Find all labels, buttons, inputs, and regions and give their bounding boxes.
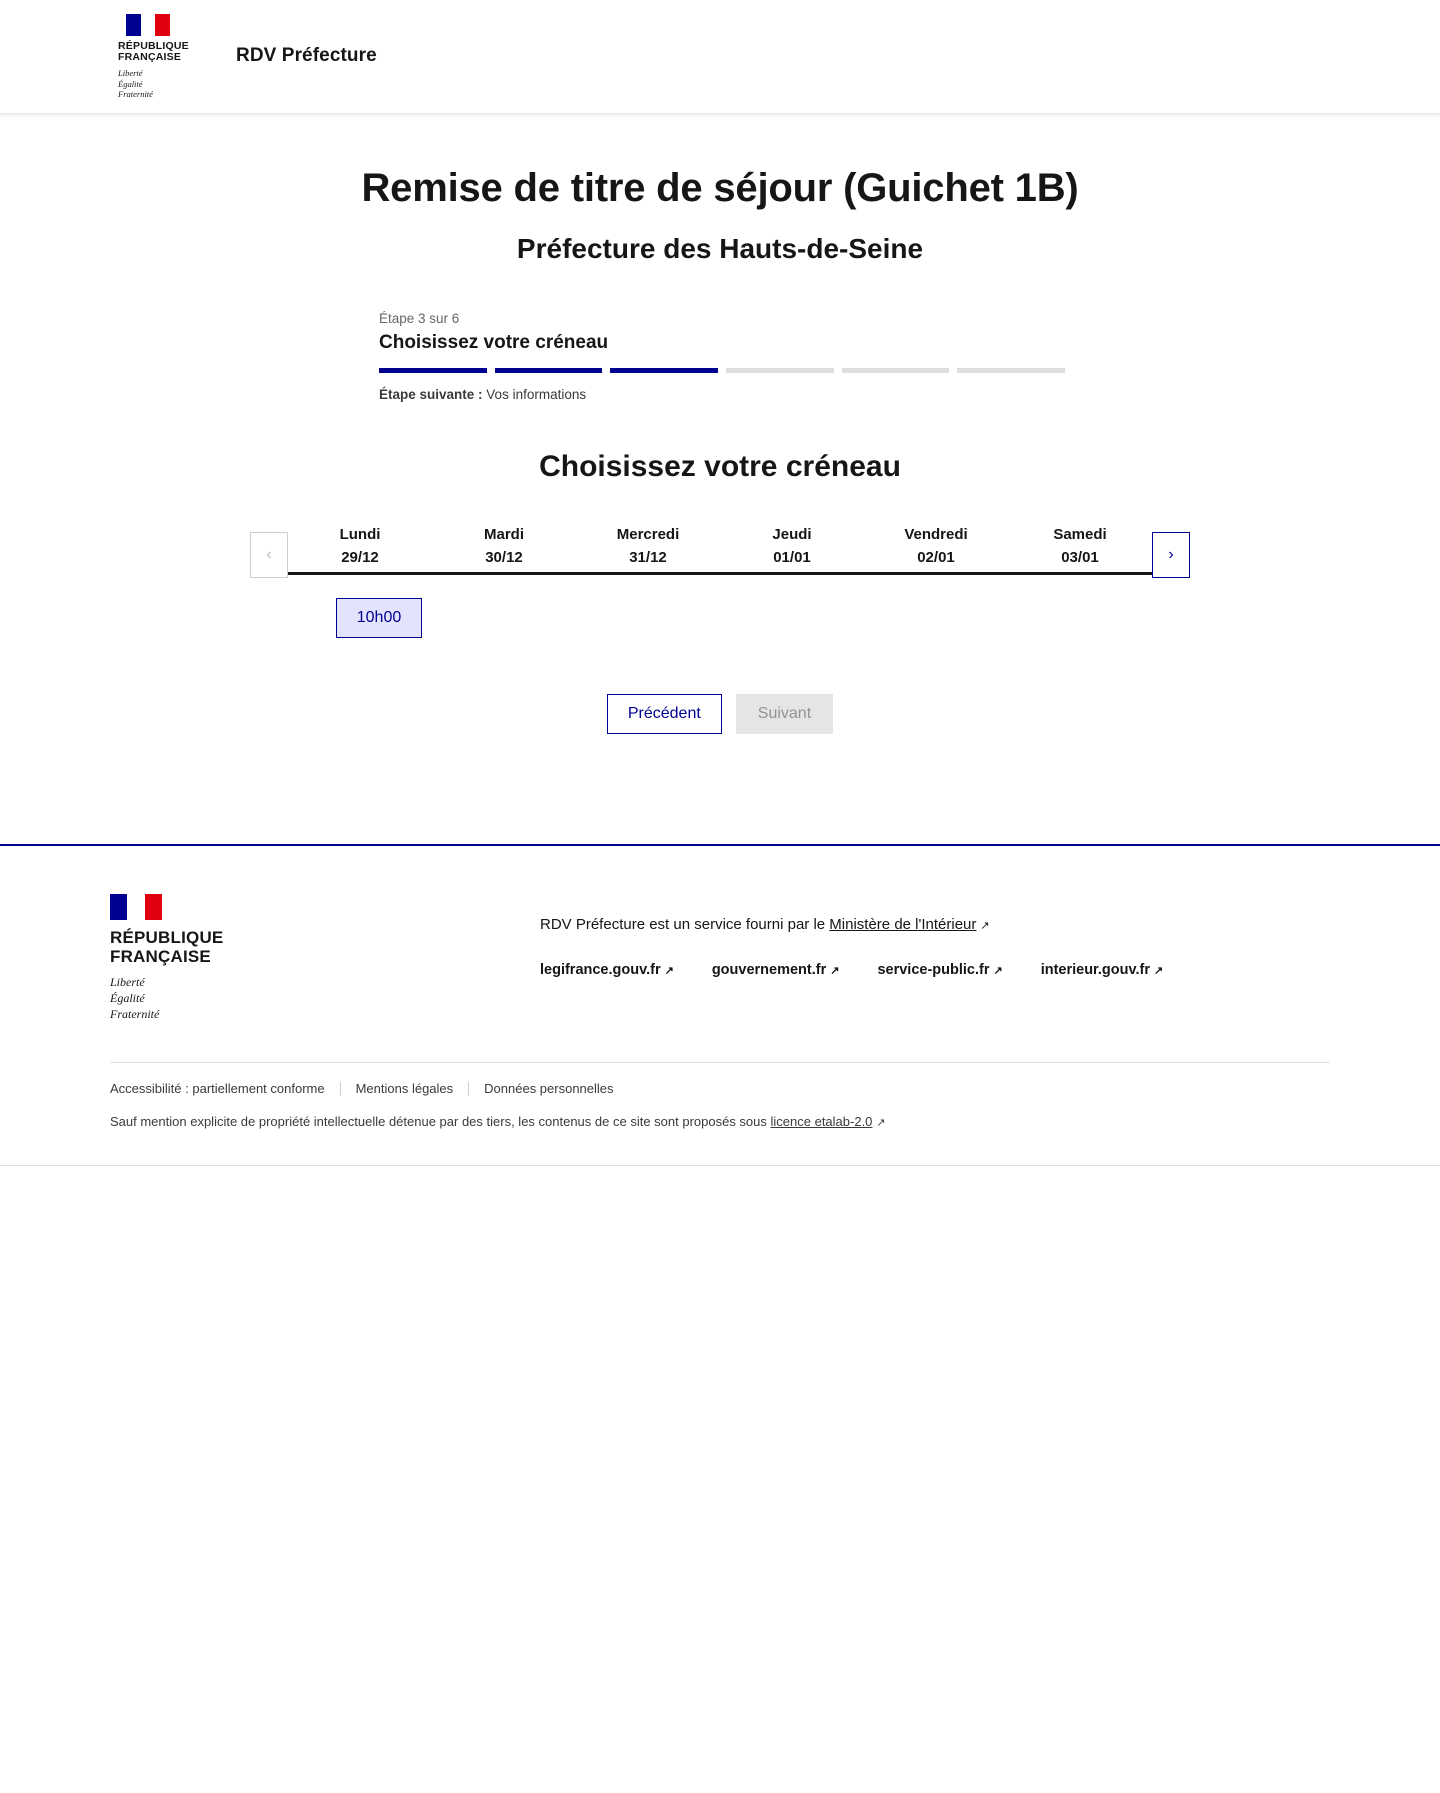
brand-block[interactable] — [118, 14, 377, 100]
external-link-icon: ↗ — [980, 920, 990, 932]
slot-column-samedi — [1027, 588, 1171, 638]
footer-bottom — [110, 1062, 1330, 1155]
step-progress-bars — [379, 368, 1065, 373]
step-current-title: Choisissez votre créneau — [379, 332, 609, 353]
devise-fraternite: Fraternité — [118, 88, 153, 99]
stepper — [375, 311, 1065, 402]
main-content — [0, 114, 1440, 734]
footer-legal-link[interactable]: Mentions légales — [355, 1081, 454, 1097]
day-name: Mercredi — [616, 526, 680, 543]
calendar-day-column[interactable] — [432, 514, 576, 575]
slot-column-mardi — [451, 588, 595, 638]
form-actions — [0, 694, 1440, 734]
calendar-days-header — [288, 514, 1152, 575]
ministry-link[interactable]: Ministère de l'Intérieur — [829, 916, 977, 933]
step-bar-6 — [957, 368, 1065, 373]
previous-button[interactable]: Précédent — [607, 694, 722, 734]
site-footer — [0, 844, 1440, 1166]
calendar-day-column[interactable] — [1008, 514, 1152, 575]
site-header — [0, 0, 1440, 114]
calendar-next-button[interactable] — [1152, 532, 1190, 578]
step-bar-5 — [842, 368, 950, 373]
republique-francaise-logo — [118, 14, 210, 100]
timeslot-button[interactable]: 10h00 — [336, 598, 423, 638]
calendar-day-column[interactable] — [864, 514, 1008, 575]
calendar — [0, 514, 1440, 578]
french-flag-icon — [110, 894, 162, 920]
external-link-icon: ↗ — [664, 965, 674, 977]
slot-column-vendredi — [883, 588, 1027, 638]
slot-column-mercredi — [595, 588, 739, 638]
step-bar-4 — [726, 368, 834, 373]
header-republic-line1: RÉPUBLIQUE — [118, 39, 189, 52]
header-republic-line2: FRANÇAISE — [118, 51, 182, 64]
slot-picker-heading: Choisissez votre créneau — [539, 450, 901, 483]
step-bar-3 — [610, 368, 718, 373]
footer-link-gouvernement[interactable]: gouvernement.fr — [711, 962, 827, 978]
day-name: Jeudi — [772, 526, 812, 543]
app-title[interactable]: RDV Préfecture — [236, 45, 377, 67]
calendar-day-column[interactable] — [288, 514, 432, 575]
external-link-icon: ↗ — [993, 965, 1003, 977]
meta-divider — [468, 1082, 469, 1096]
footer-note-prefix: Sauf mention explicite de propriété intellectuelle détenue par des tiers, les contenus de ce site sont proposés sous — [110, 1114, 771, 1130]
step-next-label: Étape suivante : — [379, 387, 483, 402]
step-count-label: Étape 3 sur 6 — [379, 311, 460, 326]
footer-republic-line1: RÉPUBLIQUE — [110, 928, 224, 947]
step-bar-2 — [495, 368, 603, 373]
step-next-info — [379, 387, 1065, 402]
page-title: Remise de titre de séjour (Guichet 1B) — [361, 166, 1079, 210]
footer-description-prefix: RDV Préfecture est un service fourni par le — [540, 916, 830, 933]
footer-republic-line2: FRANÇAISE — [110, 947, 211, 967]
footer-devise-fraternite: Fraternité — [110, 1007, 160, 1022]
meta-divider — [340, 1082, 341, 1096]
calendar-day-column[interactable] — [576, 514, 720, 575]
footer-accessibility-link[interactable]: Accessibilité : partiellement conforme — [110, 1081, 325, 1097]
day-name: Mardi — [483, 526, 524, 543]
slot-column-lundi — [307, 588, 451, 638]
footer-link-interieur[interactable]: interieur.gouv.fr — [1040, 962, 1150, 978]
footer-link-legifrance[interactable]: legifrance.gouv.fr — [540, 962, 661, 978]
chevron-right-icon: › — [1168, 546, 1174, 563]
next-button[interactable]: Suivant — [736, 694, 833, 734]
footer-devise-liberte: Liberté — [110, 974, 145, 989]
day-name: Vendredi — [904, 526, 968, 543]
external-link-icon: ↗ — [1154, 965, 1164, 977]
footer-republique-logo — [110, 894, 540, 1022]
slot-column-jeudi — [739, 588, 883, 638]
day-date: 01/01 — [773, 549, 811, 566]
external-link-icon: ↗ — [876, 1117, 886, 1130]
page-subtitle: Préfecture des Hauts-de-Seine — [516, 233, 924, 264]
devise-liberte: Liberté — [118, 68, 143, 79]
day-date: 31/12 — [629, 549, 667, 566]
devise-egalite: Égalité — [118, 78, 143, 89]
step-next-value: Vos informations — [486, 387, 587, 402]
footer-meta-links — [110, 1081, 1330, 1096]
footer-description — [540, 916, 1330, 933]
footer-bottom-rule — [0, 1165, 1440, 1166]
footer-license-note — [110, 1114, 1330, 1129]
day-date: 30/12 — [485, 549, 523, 566]
day-date: 29/12 — [341, 549, 379, 566]
day-date: 02/01 — [917, 549, 955, 566]
day-name: Lundi — [339, 526, 381, 543]
footer-link-service-public[interactable]: service-public.fr — [877, 962, 990, 978]
footer-devise-egalite: Égalité — [110, 990, 145, 1005]
header-devise — [118, 68, 153, 99]
etalab-license-link[interactable]: licence etalab-2.0 — [770, 1114, 873, 1130]
day-name: Samedi — [1053, 526, 1107, 543]
calendar-day-column[interactable] — [720, 514, 864, 575]
day-date: 03/01 — [1061, 549, 1099, 566]
calendar-prev-button[interactable] — [250, 532, 288, 578]
external-link-icon: ↗ — [830, 965, 840, 977]
chevron-left-icon: ‹ — [266, 546, 272, 563]
footer-personal-data-link[interactable]: Données personnelles — [484, 1081, 614, 1097]
footer-link-list — [540, 962, 1330, 978]
calendar-slots-row — [0, 588, 1440, 638]
french-flag-icon — [126, 14, 170, 36]
step-bar-1 — [379, 368, 487, 373]
